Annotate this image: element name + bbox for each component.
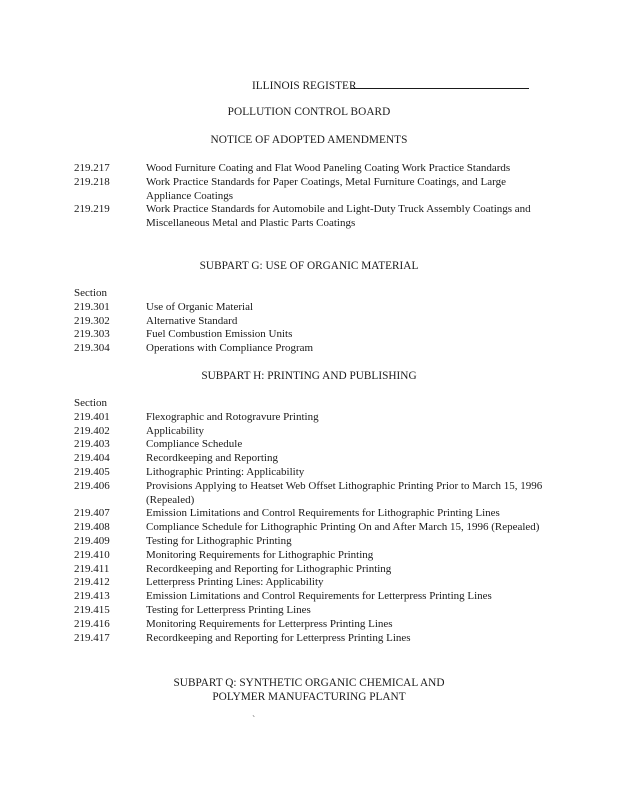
section-row — [74, 452, 550, 466]
section-row — [74, 438, 550, 452]
section-title: Monitoring Requirements for Letterpress Printing Lines — [146, 617, 393, 630]
section-number: 219.405 — [74, 465, 110, 478]
section-title: Wood Furniture Coating and Flat Wood Paneling Coating Work Practice Standards — [146, 162, 511, 174]
section-row — [74, 301, 550, 315]
section-title: Recordkeeping and Reporting for Letterpress Printing Lines — [146, 631, 411, 644]
section-title: Lithographic Printing: Applicability — [146, 465, 305, 478]
subpart-q-heading — [0, 676, 618, 704]
section-row — [74, 480, 550, 508]
section-row — [74, 535, 550, 549]
section-row — [74, 328, 550, 342]
section-number: 219.303 — [74, 328, 110, 341]
section-title: Compliance Schedule — [146, 438, 243, 451]
section-number: 219.301 — [74, 300, 110, 313]
section-row — [74, 590, 550, 604]
section-number: 219.415 — [74, 603, 110, 616]
section-title: Compliance Schedule for Lithographic Printing On and After March 15, 1996 (Repealed) — [146, 521, 540, 534]
section-title: Letterpress Printing Lines: Applicability — [146, 576, 324, 589]
entries-subpart-g — [74, 287, 550, 356]
section-title: Work Practice Standards for Paper Coatings, Metal Furniture Coatings, and Large Appliance Coatings — [146, 175, 506, 202]
section-row — [74, 604, 550, 618]
subpart-h-heading: SUBPART H: PRINTING AND PUBLISHING — [201, 370, 417, 382]
section-number: 219.304 — [74, 342, 110, 355]
section-title: Recordkeeping and Reporting for Lithographic Printing — [146, 562, 392, 575]
section-number: 219.404 — [74, 452, 110, 465]
section-number: 219.406 — [74, 479, 110, 492]
section-number: 219.403 — [74, 438, 110, 451]
section-row — [74, 411, 550, 425]
board-name: POLLUTION CONTROL BOARD — [227, 106, 391, 118]
section-row — [74, 618, 550, 632]
scan-mark-icon: ` — [252, 715, 256, 726]
section-title: Operations with Compliance Program — [146, 342, 314, 355]
section-number: 219.410 — [74, 548, 110, 561]
section-number: 219.409 — [74, 534, 110, 547]
section-number: 219.417 — [74, 631, 110, 644]
section-title: Monitoring Requirements for Lithographic Printing — [146, 548, 374, 561]
section-title: Fuel Combustion Emission Units — [146, 328, 293, 341]
register-header — [252, 78, 529, 94]
section-row — [74, 549, 550, 563]
section-row — [74, 425, 550, 439]
section-title: Testing for Lithographic Printing — [146, 534, 292, 547]
section-title: Provisions Applying to Heatset Web Offset Lithographic Printing Prior to March 15, 1996 (Repealed) — [146, 479, 543, 506]
section-number: 219.401 — [74, 410, 110, 423]
section-number: 219.302 — [74, 314, 110, 327]
register-title: ILLINOIS REGISTER — [252, 80, 357, 92]
section-number: 219.219 — [74, 203, 110, 216]
section-title: Work Practice Standards for Automobile and Light-Duty Truck Assembly Coatings and Miscellaneous Metal and Plastic Parts Coatings — [146, 203, 531, 230]
subpart-q-heading-line-2: POLYMER MANUFACTURING PLANT — [212, 691, 406, 703]
section-title: Testing for Letterpress Printing Lines — [146, 603, 311, 616]
section-row — [74, 315, 550, 329]
section-row — [74, 576, 550, 590]
section-number: 219.411 — [74, 562, 110, 575]
section-row — [74, 507, 550, 521]
section-number: 219.416 — [74, 617, 110, 630]
entries-group-1 — [74, 162, 550, 231]
section-title: Alternative Standard — [146, 314, 238, 327]
section-title: Use of Organic Material — [146, 300, 254, 313]
subpart-g-heading: SUBPART G: USE OF ORGANIC MATERIAL — [199, 260, 419, 272]
section-row — [74, 176, 550, 204]
section-title: Flexographic and Rotogravure Printing — [146, 410, 319, 423]
section-row — [74, 563, 550, 577]
section-number: 219.217 — [74, 162, 110, 174]
section-title: Emission Limitations and Control Requirements for Letterpress Printing Lines — [146, 590, 492, 603]
section-title: Applicability — [146, 424, 205, 437]
section-row — [74, 203, 550, 231]
subpart-q-heading-line-1: SUBPART Q: SYNTHETIC ORGANIC CHEMICAL AND — [173, 677, 445, 689]
notice-title: NOTICE OF ADOPTED AMENDMENTS — [210, 134, 408, 146]
register-underline — [351, 78, 529, 89]
section-title: Recordkeeping and Reporting — [146, 452, 278, 465]
section-number: 219.218 — [74, 175, 110, 188]
section-number: 219.402 — [74, 424, 110, 437]
section-row — [74, 521, 550, 535]
section-row — [74, 466, 550, 480]
section-row — [74, 342, 550, 356]
section-number: 219.407 — [74, 507, 110, 520]
section-number: 219.413 — [74, 590, 110, 603]
section-number: 219.408 — [74, 521, 110, 534]
section-row — [74, 162, 550, 176]
section-title: Emission Limitations and Control Requirements for Lithographic Printing Lines — [146, 507, 500, 520]
section-row — [74, 632, 550, 646]
section-label: Section — [74, 397, 107, 409]
entries-subpart-h — [74, 397, 550, 645]
section-label: Section — [74, 287, 107, 299]
section-number: 219.412 — [74, 576, 110, 589]
